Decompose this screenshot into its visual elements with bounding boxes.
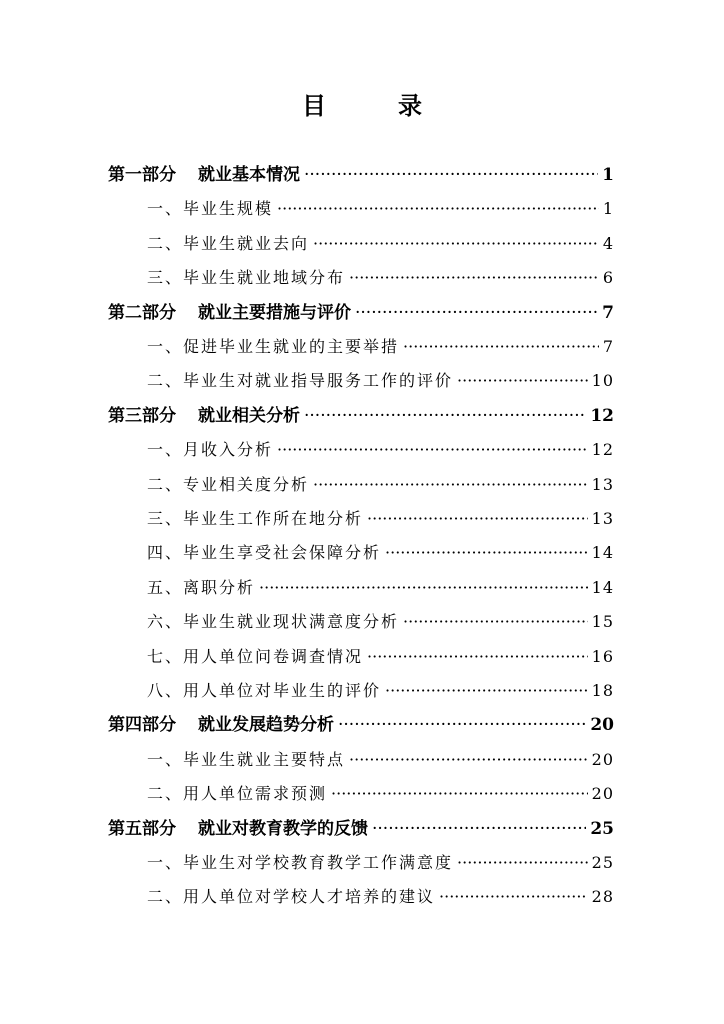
toc-part-entry[interactable] <box>108 708 614 742</box>
toc-entry-title: 三、毕业生工作所在地分析 <box>147 509 364 528</box>
toc-section-entry[interactable] <box>147 743 614 777</box>
dot-leader <box>304 399 586 433</box>
toc-entry-label <box>147 433 273 467</box>
toc-section-entry[interactable] <box>147 364 614 398</box>
dot-leader <box>313 468 588 502</box>
dot-leader <box>277 192 599 226</box>
dot-leader <box>355 296 598 330</box>
toc-entry-label <box>108 812 368 846</box>
toc-entry-label <box>147 880 435 914</box>
toc-section-entry[interactable] <box>147 433 614 467</box>
toc-entry-title: 八、用人单位对毕业生的评价 <box>147 681 382 700</box>
dot-leader <box>439 880 588 914</box>
toc-page-number: 14 <box>591 543 614 563</box>
toc-entry-label <box>147 364 453 398</box>
toc-entry-title: 一、毕业生规模 <box>147 199 274 219</box>
toc-section-entry[interactable] <box>147 192 614 226</box>
toc-page-number: 4 <box>602 233 614 253</box>
toc-page-number: 28 <box>591 887 614 907</box>
toc-section-entry[interactable] <box>147 502 614 536</box>
dot-leader <box>259 571 588 605</box>
dot-leader <box>313 227 599 261</box>
toc-entry-label <box>108 399 300 433</box>
toc-page-number: 15 <box>591 612 614 632</box>
toc-page-number: 20 <box>591 784 614 804</box>
toc-entry-label <box>147 571 255 605</box>
toc-part-entry[interactable] <box>108 296 614 330</box>
toc-page-number: 18 <box>591 681 614 700</box>
toc-part-number: 第一部分 <box>108 165 176 185</box>
toc-entry-label <box>147 674 381 708</box>
toc-section-entry[interactable] <box>147 674 614 708</box>
toc-page-number: 14 <box>591 577 614 597</box>
toc-part-number: 第四部分 <box>108 715 176 736</box>
toc-entry-label <box>147 502 363 536</box>
toc-entry-title: 就业发展趋势分析 <box>198 715 334 736</box>
dot-leader <box>349 743 588 777</box>
toc-entry-label <box>147 640 363 674</box>
toc-part-number: 第三部分 <box>108 405 176 426</box>
dot-leader <box>403 330 599 364</box>
toc-section-entry[interactable] <box>147 846 614 880</box>
toc-section-entry[interactable] <box>147 880 614 914</box>
toc-entry-title: 一、毕业生就业主要特点 <box>147 749 346 769</box>
toc-section-entry[interactable] <box>147 330 614 364</box>
toc-entry-label <box>147 261 345 295</box>
toc-entry-title: 二、用人单位对学校人才培养的建议 <box>147 887 436 907</box>
toc-section-entry[interactable] <box>147 261 614 295</box>
toc-page-number: 20 <box>590 715 614 736</box>
dot-leader <box>385 536 588 570</box>
toc-page-number: 6 <box>602 268 614 288</box>
toc-page-number: 1 <box>602 165 614 185</box>
toc-entry-label <box>147 468 309 502</box>
toc-entry-title: 六、毕业生就业现状满意度分析 <box>147 612 400 632</box>
dot-leader <box>403 605 588 639</box>
toc-entry-label <box>147 192 273 226</box>
toc-page-number: 10 <box>591 371 614 391</box>
toc-entry-title: 二、毕业生就业去向 <box>147 233 310 253</box>
toc-page-number: 16 <box>591 646 614 666</box>
toc-entry-title: 二、专业相关度分析 <box>147 474 310 494</box>
toc-entry-title: 就业主要措施与评价 <box>198 302 351 323</box>
toc-entry-label <box>147 536 381 570</box>
dot-leader <box>457 364 588 398</box>
toc-page-number: 1 <box>602 199 614 219</box>
toc-section-entry[interactable] <box>147 571 614 605</box>
toc-entry-label <box>108 708 334 742</box>
toc-part-number: 第五部分 <box>108 818 176 839</box>
toc-page-number: 12 <box>591 440 614 460</box>
toc-part-entry[interactable] <box>108 399 614 433</box>
toc-section-entry[interactable] <box>147 640 614 674</box>
toc-entry-label <box>147 777 327 811</box>
toc-entry-label <box>108 158 300 192</box>
dot-leader <box>372 812 586 846</box>
toc-page-number: 13 <box>591 474 614 494</box>
dot-leader <box>367 640 588 674</box>
toc-part-entry[interactable] <box>108 812 614 846</box>
toc-section-entry[interactable] <box>147 536 614 570</box>
toc-page-number: 12 <box>590 405 614 426</box>
toc-entry-title: 就业基本情况 <box>198 165 300 185</box>
toc-page-number: 7 <box>602 302 614 323</box>
toc-entry-title: 一、毕业生对学校教育教学工作满意度 <box>147 853 454 872</box>
toc-section-entry[interactable] <box>147 468 614 502</box>
page-title: 目 录 <box>302 91 446 120</box>
toc-entry-title: 二、用人单位需求预测 <box>147 784 328 804</box>
dot-leader <box>349 261 599 295</box>
toc-entry-title: 就业对教育教学的反馈 <box>198 818 368 839</box>
toc-entry-label <box>147 743 345 777</box>
toc-entry-label <box>147 846 453 880</box>
toc-entry-label <box>147 330 399 364</box>
toc-entry-label <box>108 296 351 330</box>
dot-leader <box>367 502 588 536</box>
toc-section-entry[interactable] <box>147 605 614 639</box>
dot-leader <box>338 708 586 742</box>
toc-entry-title: 五、离职分析 <box>147 577 256 597</box>
toc-section-entry[interactable] <box>147 777 614 811</box>
toc-entry-title: 二、毕业生对就业指导服务工作的评价 <box>147 371 454 391</box>
dot-leader <box>304 158 598 192</box>
toc-page-number: 25 <box>591 853 614 872</box>
toc-entry-title: 三、毕业生就业地域分布 <box>147 268 346 288</box>
toc-part-entry[interactable] <box>108 158 614 192</box>
dot-leader <box>385 674 588 708</box>
dot-leader <box>277 433 588 467</box>
toc-entry-title: 七、用人单位问卷调查情况 <box>147 646 364 666</box>
toc-entry-title: 一、促进毕业生就业的主要举措 <box>147 337 400 356</box>
toc-entry-title: 就业相关分析 <box>198 405 300 426</box>
toc-entry-label <box>147 605 399 639</box>
dot-leader <box>457 846 588 880</box>
toc-page-number: 20 <box>591 749 614 769</box>
toc-entry-title: 四、毕业生享受社会保障分析 <box>147 543 382 563</box>
toc-page-number: 13 <box>591 509 614 528</box>
dot-leader <box>331 777 588 811</box>
toc-section-entry[interactable] <box>147 227 614 261</box>
toc-part-number: 第二部分 <box>108 302 176 323</box>
toc-entry-title: 一、月收入分析 <box>147 440 274 460</box>
toc-page-number: 25 <box>590 818 614 839</box>
toc-page-number: 7 <box>602 337 614 356</box>
toc-entry-label <box>147 227 309 261</box>
